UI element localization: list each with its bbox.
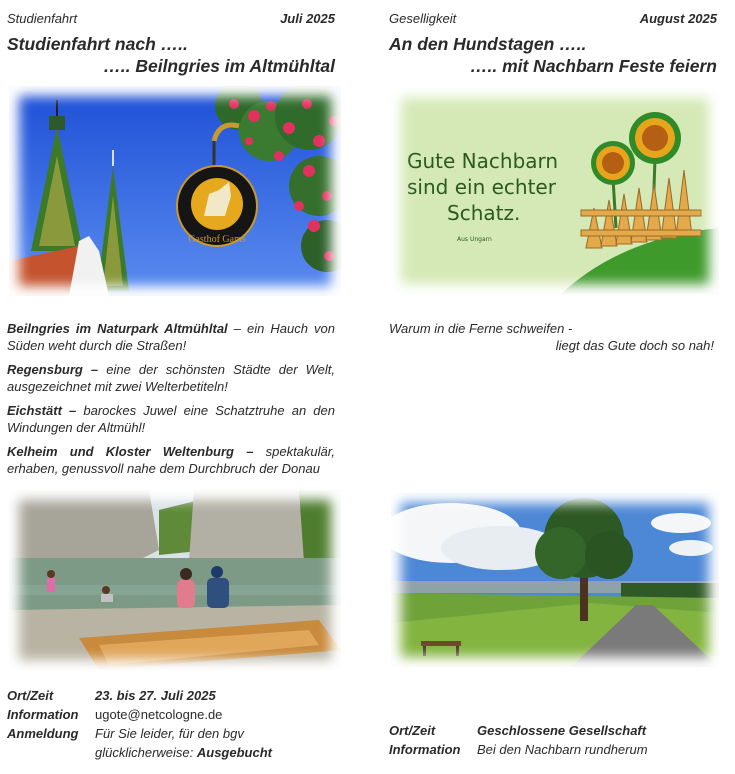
right-category: Geselligkeit	[389, 11, 457, 26]
info-label: Information	[389, 742, 461, 757]
beilngries-photo	[9, 86, 341, 296]
left-date: Juli 2025	[280, 11, 335, 26]
left-article	[7, 0, 337, 774]
info-label: Information	[7, 707, 79, 722]
right-tagline	[389, 320, 717, 354]
item-kelheim: Kelheim und Kloster Weltenburg – spektakulär, erhaben, genussvoll nahe dem Durchbruch der Donau	[7, 444, 335, 476]
info-email-link[interactable]: ugote@netcologne.de	[95, 707, 223, 722]
left-anmeldung-row	[7, 724, 337, 762]
danube-gorge-photo	[9, 490, 341, 670]
left-info-row	[7, 705, 337, 724]
left-title-line2: ….. Beilngries im Altmühltal	[103, 56, 335, 76]
ort-label: Ort/Zeit	[389, 723, 436, 738]
right-title-line2: ….. mit Nachbarn Feste feiern	[469, 56, 717, 76]
card-text-3: Schatz.	[447, 201, 521, 225]
left-description	[7, 320, 335, 484]
anmeldung-value: Für Sie leider, für den bgv glücklicherweise: Ausgebucht	[95, 726, 272, 760]
ort-value: Geschlossene Gesellschaft	[477, 723, 647, 738]
landscape-photo	[391, 493, 719, 667]
tagline-line1: Warum in die Ferne schweifen -	[389, 321, 573, 336]
ort-label: Ort/Zeit	[7, 688, 54, 703]
sign-text: Gasthof Gams	[188, 234, 246, 245]
card-text-2: sind ein echter	[407, 175, 556, 199]
ort-value: 23. bis 27. Juli 2025	[95, 688, 216, 703]
item-beilngries: Beilngries im Naturpark Altmühltal – ein Hauch von Süden weht durch die Straßen!	[7, 321, 335, 353]
item-regensburg: Regensburg – eine der schönsten Städte der Welt, ausgezeichnet mit zwei Welterbetiteln!	[7, 362, 335, 394]
left-ort-row	[7, 686, 337, 705]
right-title-line1: An den Hundstagen …..	[389, 34, 587, 54]
info-value: Bei den Nachbarn rundherum	[477, 742, 648, 757]
left-details	[7, 686, 337, 762]
right-info-row	[389, 740, 719, 759]
anmeldung-label: Anmeldung	[7, 726, 79, 741]
left-title-line1: Studienfahrt nach …..	[7, 34, 188, 54]
card-text-1: Gute Nachbarn	[407, 149, 559, 173]
right-article	[389, 0, 719, 774]
neighbors-card	[391, 88, 719, 294]
item-eichstaett: Eichstätt – barockes Juwel eine Schatztruhe an den Windungen der Altmühl!	[7, 403, 335, 435]
card-small-text: Aus Ungarn	[457, 236, 492, 243]
right-details	[389, 721, 719, 759]
tagline-line2: liegt das Gute doch so nah!	[555, 338, 714, 353]
right-date: August 2025	[639, 11, 717, 26]
right-ort-row	[389, 721, 719, 740]
left-category: Studienfahrt	[7, 11, 78, 26]
